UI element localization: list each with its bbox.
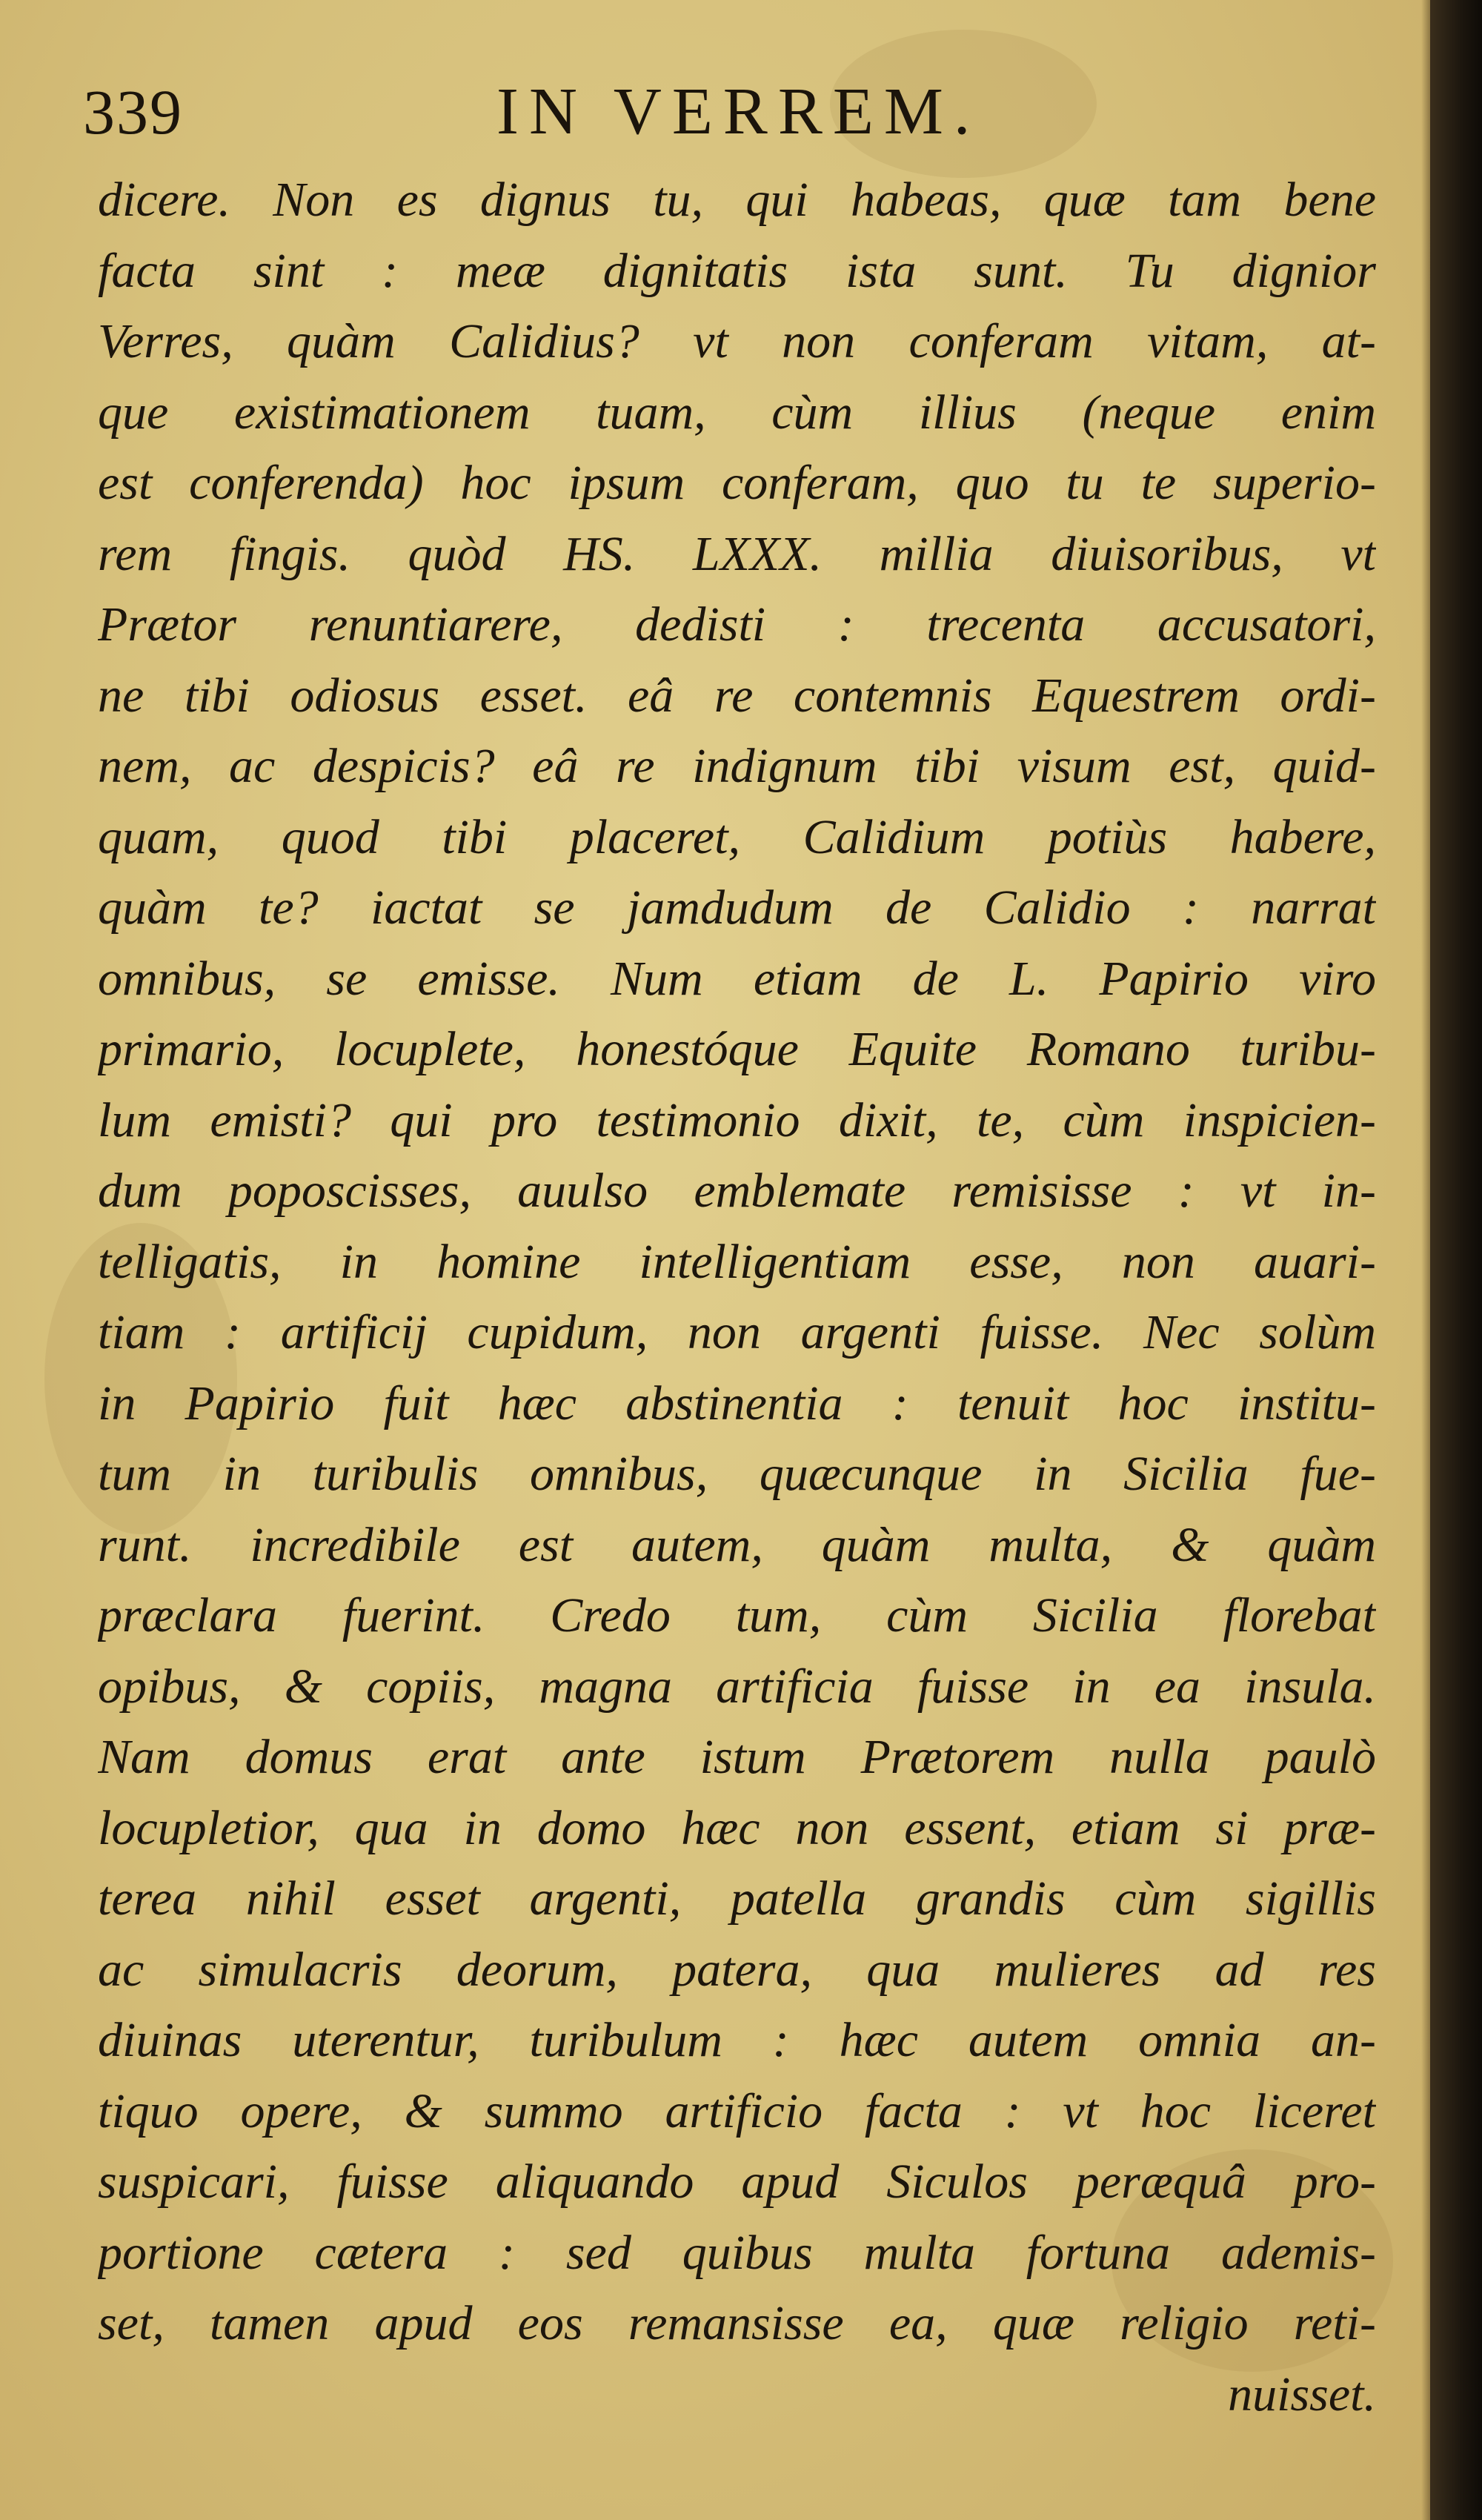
- text-line: lum emisti? qui pro testimonio dixit, te, cùm inspicien-: [98, 1092, 1376, 1147]
- text-line: Verres, quàm Calidius? vt non conferam vitam, at-: [98, 314, 1376, 368]
- text-line: rem fingis. quòd HS. LXXX. millia diuisoribus, vt: [98, 526, 1376, 581]
- book-spine: [1430, 0, 1482, 2520]
- text-line: dum poposcisses, auulso emblemate remisisse : vt in-: [98, 1164, 1376, 1218]
- text-line: diuinas uterentur, turibulum : hæc autem omnia an-: [98, 2013, 1376, 2067]
- running-title: IN VERREM.: [496, 75, 981, 148]
- text-line: in Papirio fuit hæc abstinentia : tenuit hoc institu-: [98, 1376, 1376, 1430]
- body-text: [98, 165, 1376, 2430]
- text-line: tum in turibulis omnibus, quæcunque in Sicilia fue-: [98, 1447, 1376, 1501]
- text-line: Prætor renuntiarere, dedisti : trecenta accusatori,: [98, 597, 1376, 651]
- text-line: primario, locuplete, honestóque Equite Romano turibu-: [98, 1022, 1376, 1076]
- text-line: dicere. Non es dignus tu, qui habeas, quæ tam bene: [98, 173, 1376, 227]
- text-line: ne tibi odiosus esset. eâ re contemnis Equestrem ordi-: [98, 668, 1376, 723]
- text-line: ac simulacris deorum, patera, qua mulieres ad res: [98, 1942, 1376, 1997]
- page-number: 339: [83, 76, 183, 147]
- text-line: tiquo opere, & summo artificio facta : vt hoc liceret: [98, 2083, 1376, 2138]
- text-line: opibus, & copiis, magna artificia fuisse in ea insula.: [98, 1659, 1376, 1714]
- text-line: præclara fuerint. Credo tum, cùm Sicilia florebat: [98, 1588, 1376, 1642]
- text-line: locupletior, qua in domo hæc non essent, etiam si præ-: [98, 1800, 1376, 1855]
- text-line: est conferenda) hoc ipsum conferam, quo tu te superio-: [98, 456, 1376, 510]
- text-line: terea nihil esset argenti, patella grandis cùm sigillis: [98, 1871, 1376, 1926]
- text-line: nuisset.: [1228, 2367, 1376, 2421]
- text-line: omnibus, se emisse. Num etiam de L. Papirio viro: [98, 951, 1376, 1006]
- text-line: portione cætera : sed quibus multa fortuna ademis-: [98, 2225, 1376, 2280]
- text-line: tiam : artificij cupidum, non argenti fuisse. Nec solùm: [98, 1305, 1376, 1359]
- text-line: quam, quod tibi placeret, Calidium potiùs habere,: [98, 809, 1376, 864]
- text-line: telligatis, in homine intelligentiam esse, non auari-: [98, 1234, 1376, 1289]
- text-line: runt. incredibile est autem, quàm multa, & quàm: [98, 1517, 1376, 1572]
- page-header: [0, 71, 1430, 153]
- text-line: nem, ac despicis? eâ re indignum tibi visum est, quid-: [98, 739, 1376, 793]
- text-line: Nam domus erat ante istum Prætorem nulla paulò: [98, 1730, 1376, 1784]
- page-edge-shadow: [1421, 0, 1430, 2520]
- text-line: set, tamen apud eos remansisse ea, quæ religio reti-: [98, 2296, 1376, 2350]
- text-line: suspicari, fuisse aliquando apud Siculos peræquâ pro-: [98, 2155, 1376, 2209]
- text-line: quàm te? iactat se jamdudum de Calidio : narrat: [98, 881, 1376, 935]
- text-line: que existimationem tuam, cùm illius (neque enim: [98, 385, 1376, 440]
- text-line: facta sint : meæ dignitatis ista sunt. Tu dignior: [98, 243, 1376, 298]
